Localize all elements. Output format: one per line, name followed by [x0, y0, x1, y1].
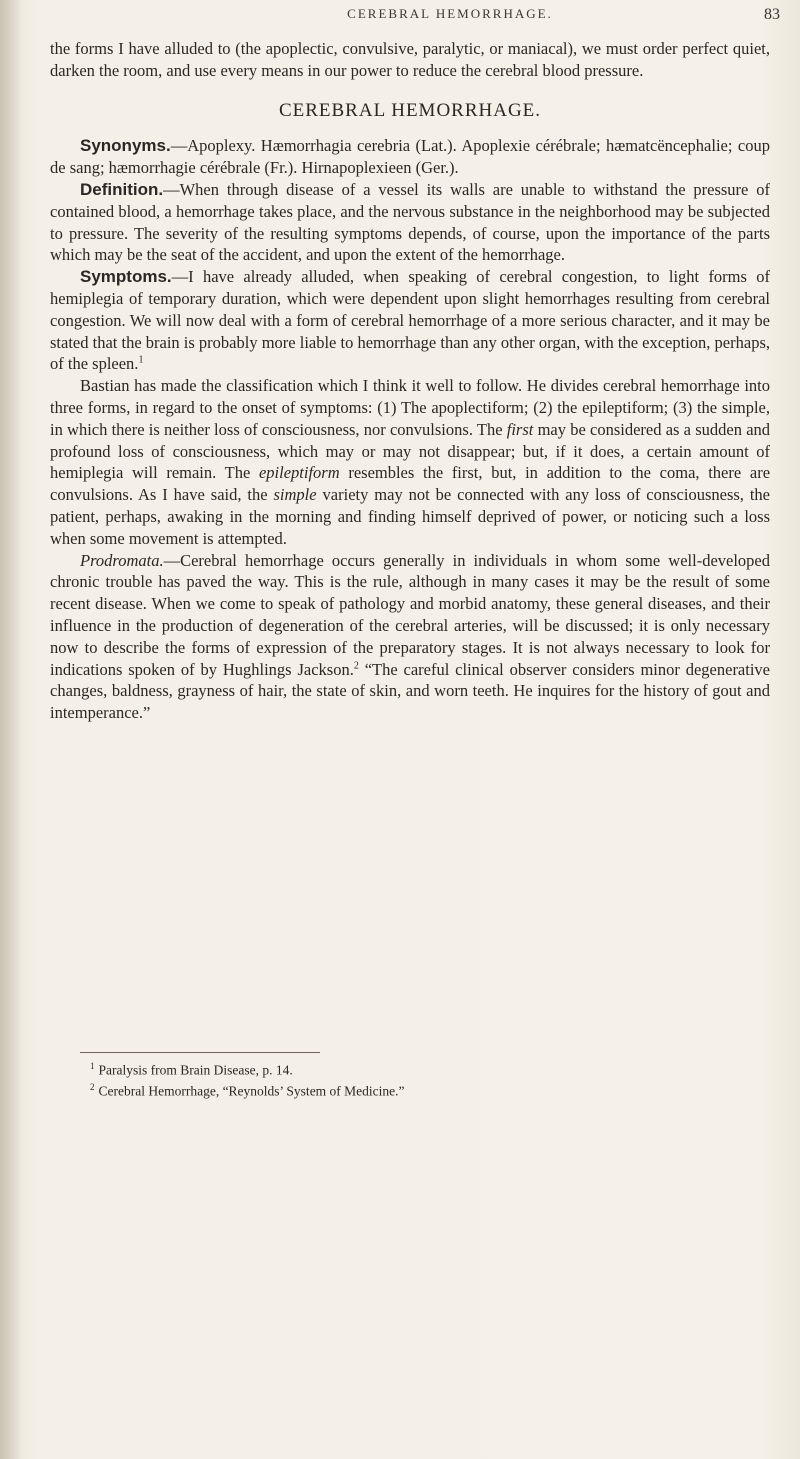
footnote-rule: [80, 1052, 320, 1053]
prodromata-paragraph: [50, 550, 770, 724]
running-title: CEREBRAL HEMORRHAGE.: [347, 6, 553, 21]
definition-label: Definition.: [80, 179, 164, 199]
prodromata-text: —Cerebral hemorrhage occurs generally in individuals in whom some well-developed chronic trouble has paved the way. This is the rule, although in many cases it may be the result of some recent disease. When we come to speak of pathology and morbid anatomy, these general diseases, and their influence in the production of degeneration of the cerebral arteries, will be discussed; it is only necessary now to describe the forms of expression of the preparatory stages. It is not always necessary to look for indications spoken of by Hughlings Jackson.: [50, 550, 770, 679]
synonyms-paragraph: [50, 135, 770, 179]
bastian-text-3: resembles the first, but, in addition to the coma, there are convulsions. As I have said, the: [50, 463, 771, 505]
footnote-2: [90, 1079, 770, 1100]
symptoms-paragraph: [50, 266, 770, 375]
running-head: [0, 6, 800, 30]
footnote-text-2: Cerebral Hemorrhage, “Reynolds’ System of Medicine.”: [98, 1083, 405, 1098]
footnotes: [90, 1058, 770, 1099]
symptoms-text: —I have already alluded, when speaking of cerebral congestion, to light forms of hemiplegia of temporary duration, which were dependent upon slight hemorrhages resulting from cerebral congestion. We will now deal with a form of cerebral hemorrhage of a more serious character, and it may be stated that the brain is probably more liable to hemorrhage than any other organ, with the exception, perhaps, of the spleen.: [50, 267, 770, 374]
footnote-ref-1: 1: [138, 354, 144, 366]
footnote-1: [90, 1058, 770, 1079]
footnote-ref-2: 2: [353, 660, 359, 672]
binding-shadow: [0, 0, 22, 1459]
footnote-mark-1: 1: [90, 1061, 95, 1071]
bastian-text-2: may be considered as a sudden and profound loss of consciousness, which may or may not disappear; but, if it does, a certain amount of hemiplegia will remain. The: [50, 419, 771, 483]
symptoms-label: Symptoms.: [80, 267, 172, 287]
synonyms-label: Synonyms.: [80, 136, 171, 156]
body-text: [50, 38, 770, 724]
synonyms-text: —Apoplexy. Hæmorrhagia cerebria (Lat.). Apoplexie cérébrale; hæmatcëncephalie; coup de sang; hæmorrhagie cérébrale (Fr.). Hirnapoplexieen (Ger.).: [50, 136, 770, 178]
definition-paragraph: [50, 179, 770, 266]
prodromata-label: Prodromata.: [80, 550, 164, 570]
page-number: 83: [764, 6, 780, 23]
bastian-simple: simple: [273, 485, 317, 505]
bastian-text-1: Bastian has made the classification which I think it well to follow. He divides cerebral hemorrhage into three forms, in regard to the onset of symptoms: (1) The apoplectiform; (2) the epileptiform; (3) the simple, in which there is neither loss of consciousness, nor convulsions. The: [50, 376, 770, 439]
prodromata-quote: “The careful clinical observer considers minor degenerative changes, baldness, grayness of hair, the state of skin, and worn teeth. He inquires for the history of gout and intemperance.”: [50, 659, 770, 723]
bastian-text-4: variety may not be connected with any loss of consciousness, the patient, perhaps, awaking in the morning and finding himself deprived of power, or noticing such a loss when some movement is attempted.: [50, 485, 771, 548]
bastian-first: first: [506, 419, 534, 439]
definition-text: —When through disease of a vessel its walls are unable to withstand the pressure of contained blood, a hemorrhage takes place, and the nervous substance in the neighborhood may be subjected to pressure. The severity of the resulting symptoms depends, of course, upon the importance of the parts which may be the seat of the accident, and upon the extent of the hemorrhage.: [50, 179, 770, 265]
bastian-paragraph: [50, 375, 770, 549]
footnote-mark-2: 2: [90, 1081, 95, 1092]
footnote-text-1: Paralysis from Brain Disease, p. 14.: [98, 1062, 293, 1078]
bastian-epileptiform: epileptiform: [258, 463, 340, 483]
section-heading: CEREBRAL HEMORRHAGE.: [278, 99, 542, 121]
intro-paragraph: the forms I have alluded to (the apoplectic, convulsive, paralytic, or maniacal), we must order perfect quiet, darken the room, and use every means in our power to reduce the cerebral blood pressure.: [50, 39, 770, 80]
